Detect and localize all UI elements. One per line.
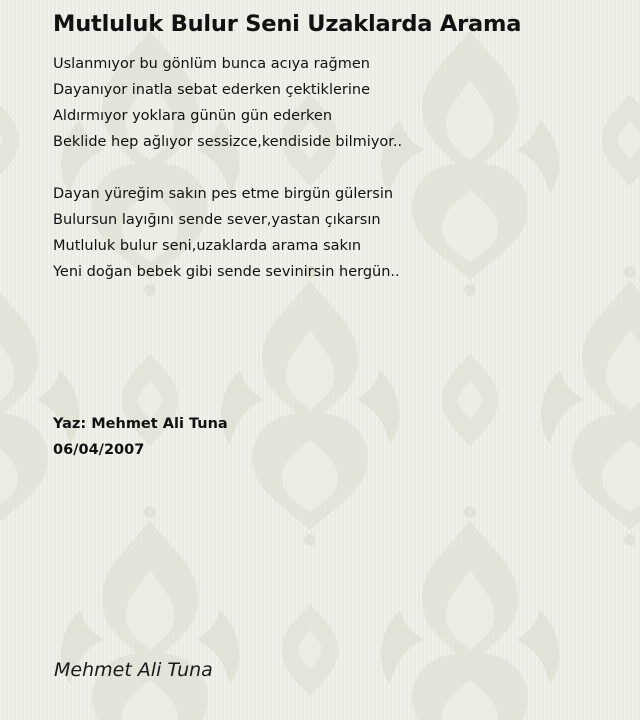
poem-title: Mutluluk Bulur Seni Uzaklarda Arama xyxy=(53,11,522,37)
poem-line: Beklide hep ağlıyor sessizce,kendiside bilmiyor.. xyxy=(53,134,403,150)
poem-date: 06/04/2007 xyxy=(53,442,145,458)
poem-line: Dayanıyor inatla sebat ederken çektiklerine xyxy=(53,82,370,98)
poem-line: Mutluluk bulur seni,uzaklarda arama sakın xyxy=(53,238,362,254)
poem-line: Uslanmıyor bu gönlüm bunca acıya rağmen xyxy=(53,56,370,72)
poem-line: Yeni doğan bebek gibi sende sevinirsin hergün.. xyxy=(53,264,400,280)
stanza xyxy=(53,184,400,288)
stanza xyxy=(53,54,402,158)
author-block xyxy=(53,414,228,466)
author-credit: Yaz: Mehmet Ali Tuna xyxy=(53,416,228,432)
poem-line: Aldırmıyor yoklara günün gün ederken xyxy=(53,108,333,124)
author-signature: Mehmet Ali Tuna xyxy=(54,659,213,681)
poem-line: Dayan yüreğim sakın pes etme birgün gülersin xyxy=(53,186,394,202)
poem-line: Bulursun layığını sende sever,yastan çıkarsın xyxy=(53,212,381,228)
